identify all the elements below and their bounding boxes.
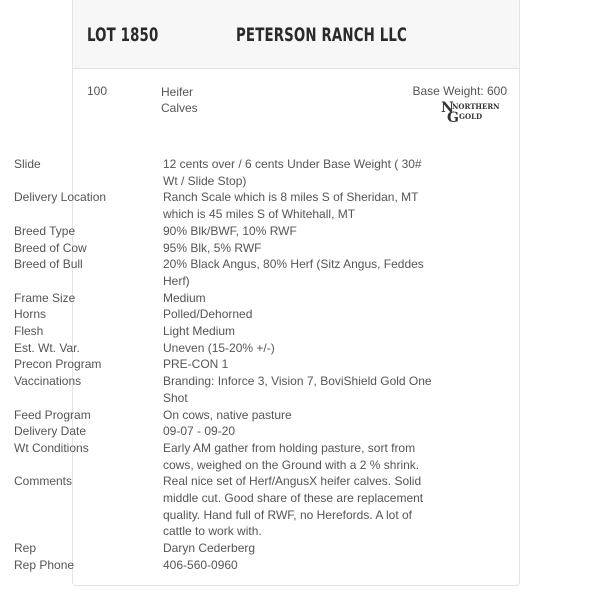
detail-value: Daryn Cederberg [163,541,256,556]
detail-value: Polled/Dehorned [163,307,253,322]
seller-name: PETERSON RANCH LLC [236,24,408,46]
lot-header [73,0,519,69]
detail-value: 90% Blk/BWF, 10% RWF [163,223,297,238]
detail-value: Early AM gather from holding pasture, sort from cows, weighed on the Ground with a 2 % shrink. [163,440,420,472]
detail-value: Light Medium [163,324,236,339]
detail-label: Slide [14,157,41,171]
detail-label: Feed Program [14,407,91,422]
detail-label: Delivery Date [14,424,87,439]
detail-value: 12 cents over / 6 cents Under Base Weight ( 30# Wt / Slide Stop) [163,157,422,188]
detail-row [14,423,439,440]
detail-label: Breed Type [14,223,76,238]
detail-value: 09-07 - 09-20 [163,424,236,439]
detail-value: Ranch Scale which is 8 miles S of Sheridan, MT which is 45 miles S of Whitehall, MT [163,190,419,222]
detail-row [14,290,439,307]
detail-label: Breed of Bull [14,257,83,272]
detail-value: Uneven (15-20% +/-) [163,340,275,355]
detail-row [14,240,439,257]
cattle-type-line1: Heifer [161,85,194,99]
northern-gold-logo [439,99,507,123]
detail-label: Breed of Cow [14,240,87,255]
detail-row [14,540,439,557]
detail-value: On cows, native pasture [163,407,292,422]
detail-row [14,306,439,323]
detail-row [14,440,439,473]
detail-label: Horns [14,307,47,322]
detail-row [14,373,439,406]
lot-summary [73,69,519,149]
base-weight: Base Weight: 600 [412,84,507,98]
svg-text:GOLD: GOLD [459,112,483,121]
detail-label: Comments [14,474,73,489]
svg-text:N: N [441,100,454,116]
detail-label: Delivery Location [14,190,107,205]
detail-row [14,407,439,424]
detail-row [14,323,439,340]
detail-value: Branding: Inforce 3, Vision 7, BoviShield Gold One Shot [163,374,432,405]
cattle-type-line2: Calves [161,101,198,115]
detail-value: PRE-CON 1 [163,357,229,372]
detail-row [14,557,439,574]
detail-row [14,189,439,222]
detail-row [14,223,439,240]
detail-row [14,473,439,540]
detail-label: Flesh [14,324,44,339]
detail-row [14,340,439,357]
detail-label: Precon Program [14,357,102,372]
detail-label: Rep [14,541,37,556]
detail-value: Real nice set of Herf/AngusX heifer calves. Solid middle cut. Good share of these are replacement quality. Hand full of RWF, no Herefords. A lot of cattle to work with. [163,474,424,539]
detail-label: Vaccinations [14,374,82,389]
detail-label: Rep Phone [14,557,75,572]
detail-value: 406-560-0960 [163,557,238,572]
lot-number: LOT 1850 [87,24,159,46]
svg-text:NORTHERN: NORTHERN [452,102,500,111]
detail-value: 95% Blk, 5% RWF [163,240,262,255]
head-count: 100 [87,84,108,98]
svg-text:G: G [447,110,459,123]
detail-row [14,256,439,289]
detail-label: Frame Size [14,290,76,305]
detail-value: Medium [163,290,206,305]
detail-label: Wt Conditions [14,440,89,455]
detail-row [14,156,439,189]
cattle-type [161,84,221,116]
lot-details [14,156,439,574]
detail-value: 20% Black Angus, 80% Herf (Sitz Angus, Feddes Herf) [163,257,424,288]
detail-label: Est. Wt. Var. [14,340,80,355]
detail-row [14,356,439,373]
